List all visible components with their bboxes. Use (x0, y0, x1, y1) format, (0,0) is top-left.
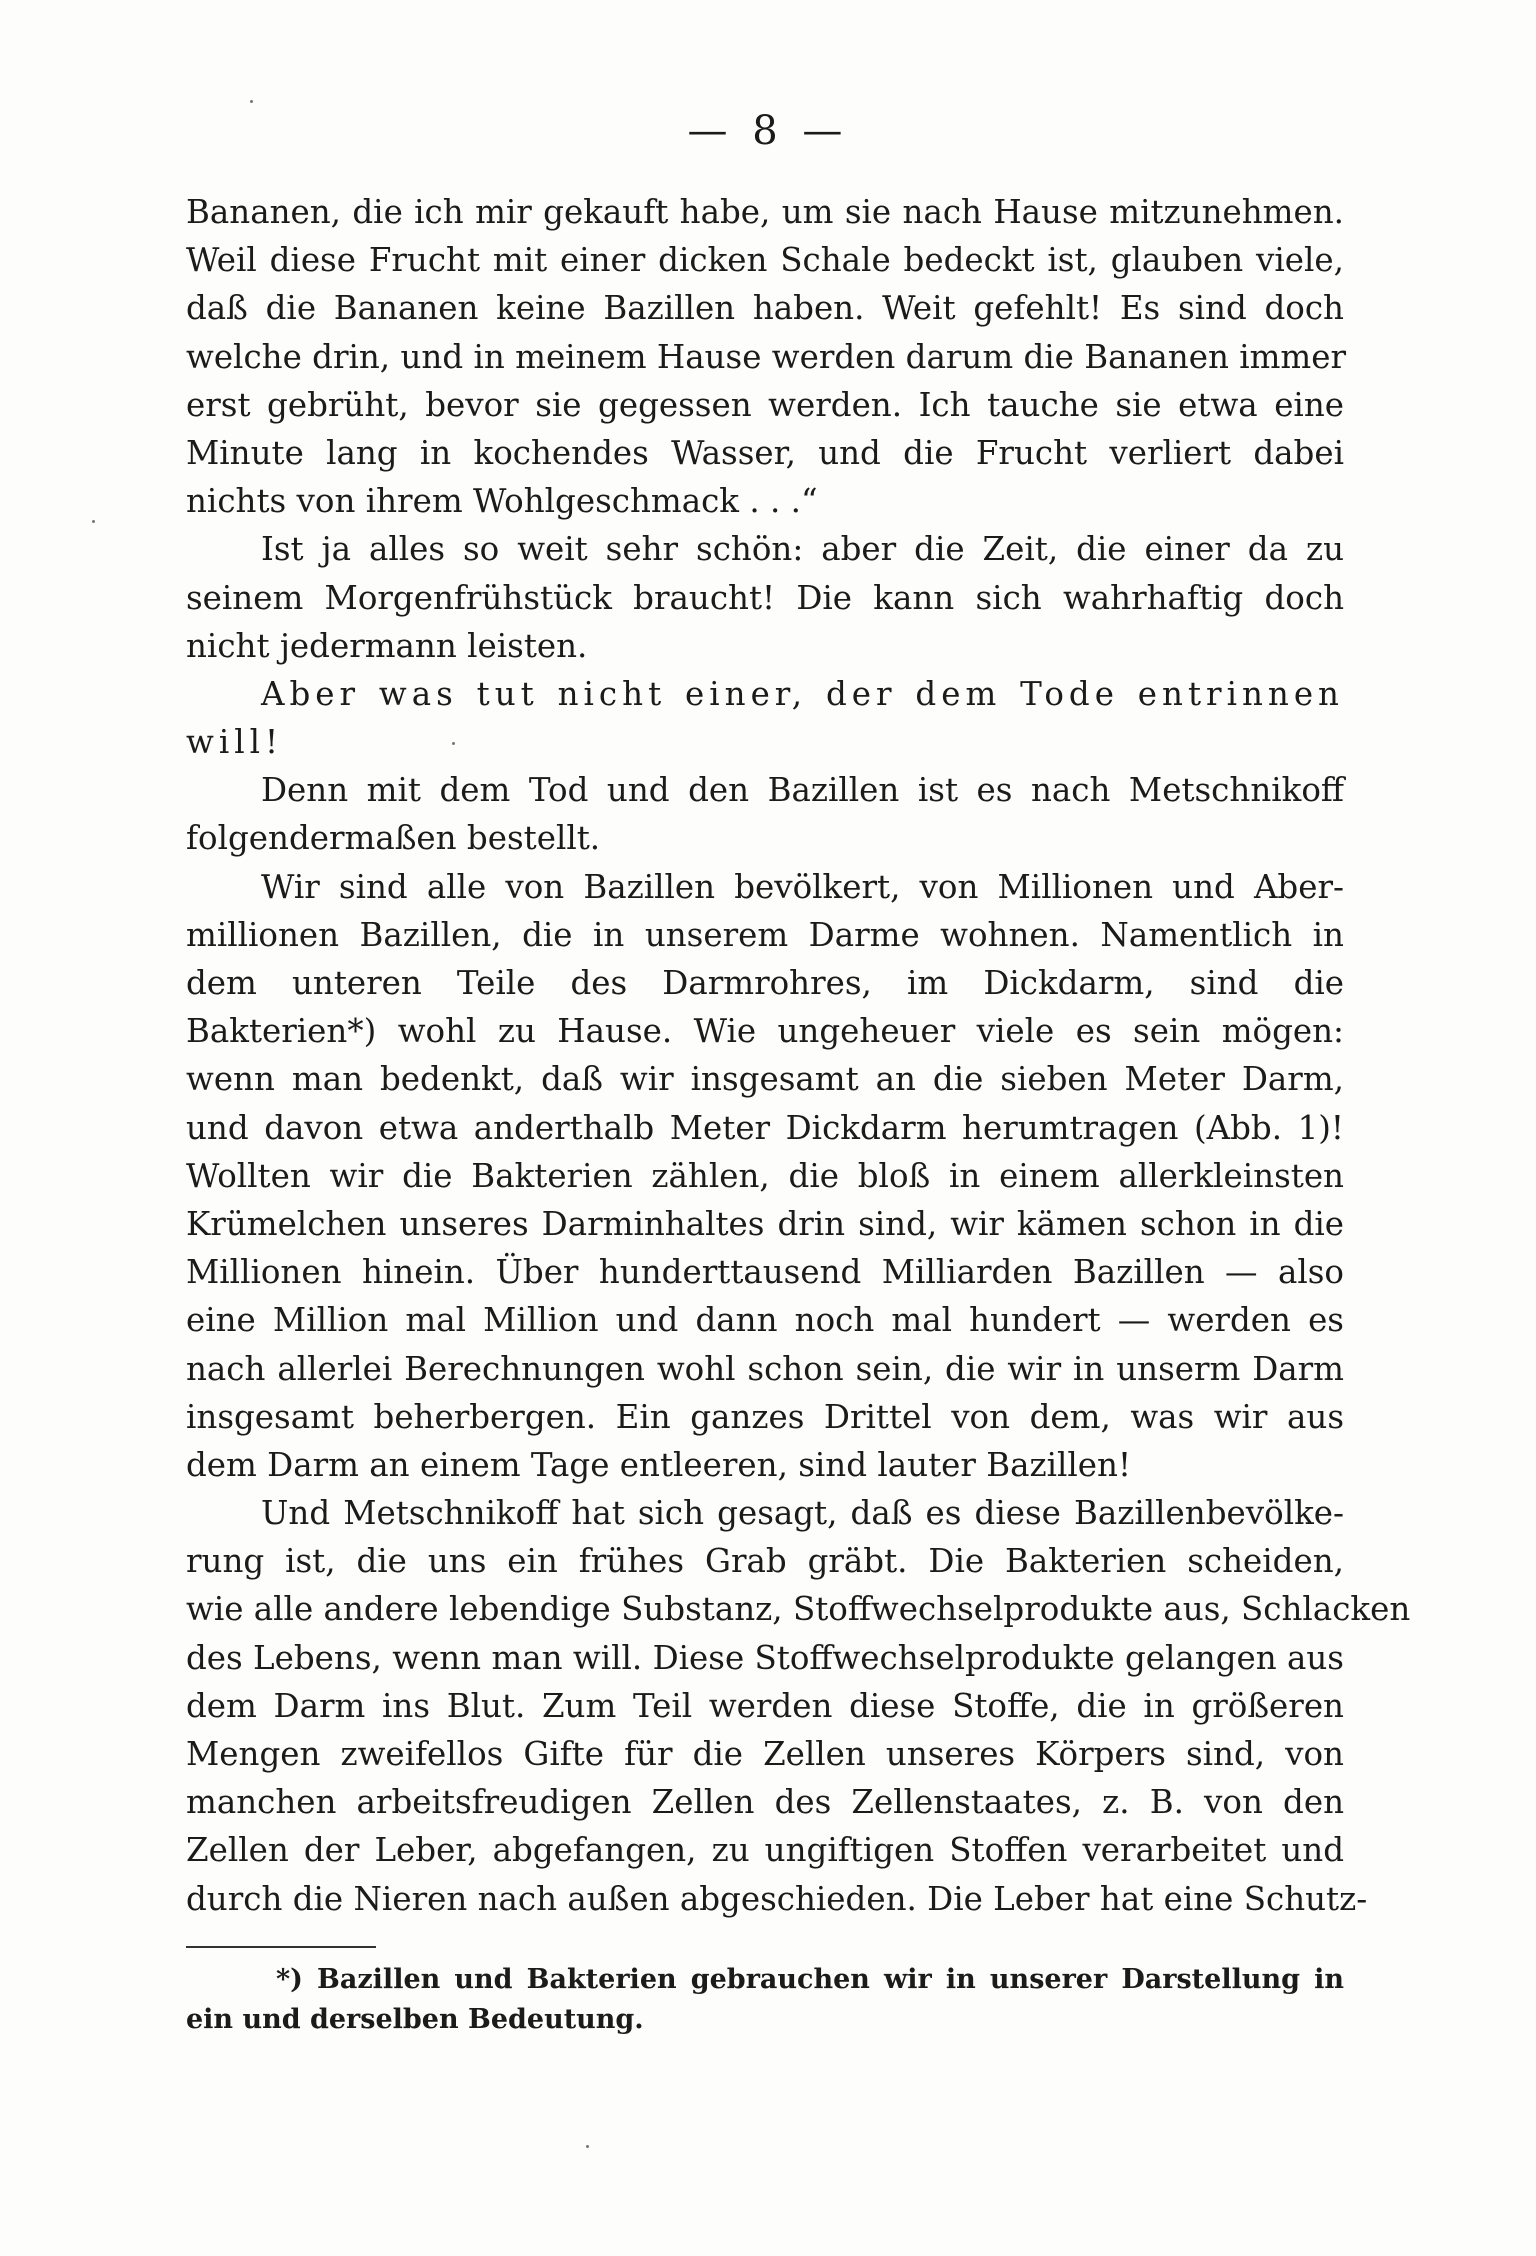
text-line: nichts von ihrem Wohlgeschmack . . .“ (186, 482, 818, 521)
text-line: Wir sind alle von Bazillen bevölkert, von Millionen und Aber- (261, 867, 1344, 906)
footnote-line: *) Bazillen und Bakterien gebrauchen wir in unserer Darstellung in (276, 1964, 1344, 1995)
body-text (186, 188, 1411, 1923)
text-line: wenn man bedenkt, daß wir insgesamt an die sieben Meter Darm, (186, 1060, 1344, 1099)
paper-speck (250, 100, 253, 103)
text-line: Mengen zweifellos Gifte für die Zellen unseres Körpers sind, von (186, 1735, 1344, 1773)
text-line: Aber was tut nicht einer, der dem Tode entrinnen (261, 674, 1344, 713)
text-line: Weil diese Frucht mit einer dicken Schale bedeckt ist, glauben viele, (186, 241, 1344, 280)
text-line: dem Darm an einem Tage entleeren, sind lauter Bazillen! (186, 1445, 1132, 1484)
text-line: daß die Bananen keine Bazillen haben. Weit gefehlt! Es sind doch (186, 289, 1344, 328)
paper-speck (452, 742, 455, 745)
text-line: seinem Morgenfrühstück braucht! Die kann sich wahrhaftig doch (186, 578, 1344, 617)
text-line: Bakterien*) wohl zu Hause. Wie ungeheuer viele es sein mögen: (186, 1012, 1344, 1051)
text-line: und davon etwa anderthalb Meter Dickdarm herumtragen (Abb. 1)! (186, 1108, 1344, 1147)
text-line: folgendermaßen bestellt. (186, 819, 601, 858)
text-line: dem unteren Teile des Darmrohres, im Dickdarm, sind die (186, 964, 1344, 1002)
text-line: Bananen, die ich mir gekauft habe, um sie nach Hause mitzunehmen. (186, 193, 1344, 231)
text-line: rung ist, die uns ein frühes Grab gräbt. Die Bakterien scheiden, (186, 1542, 1344, 1581)
footnote (186, 1960, 1344, 2040)
text-line: Denn mit dem Tod und den Bazillen ist es nach Metschnikoff (261, 771, 1344, 810)
paper-speck (92, 520, 95, 523)
text-line: nach allerlei Berechnungen wohl schon sein, die wir in unserm Darm (186, 1349, 1344, 1388)
footnote-separator (186, 1946, 376, 1948)
page-number: — 8 — (687, 108, 849, 154)
footnote-line: ein und derselben Bedeutung. (186, 2004, 644, 2035)
text-line: erst gebrüht, bevor sie gegessen werden. Ich tauche sie etwa eine (186, 385, 1344, 424)
text-line: durch die Nieren nach außen abgeschieden. Die Leber hat eine Schutz- (186, 1879, 1368, 1918)
text-line: dem Darm ins Blut. Zum Teil werden diese Stoffe, die in größeren (186, 1686, 1344, 1725)
text-line: Millionen hinein. Über hunderttausend Milliarden Bazillen — also (186, 1253, 1344, 1292)
paper-speck (586, 2145, 589, 2148)
text-line: eine Million mal Million und dann noch mal hundert — werden es (186, 1301, 1344, 1340)
text-line: insgesamt beherbergen. Ein ganzes Drittel von dem, was wir aus (186, 1397, 1344, 1436)
text-line: manchen arbeitsfreudigen Zellen des Zellenstaates, z. B. von den (186, 1783, 1344, 1822)
text-line: des Lebens, wenn man will. Diese Stoffwechselprodukte gelangen aus (186, 1638, 1344, 1677)
text-line: nicht jedermann leisten. (186, 626, 588, 665)
text-line: Und Metschnikoff hat sich gesagt, daß es diese Bazillenbevölke- (261, 1494, 1344, 1533)
text-line: welche drin, und in meinem Hause werden darum die Bananen immer (186, 337, 1347, 376)
text-line: Ist ja alles so weit sehr schön: aber die Zeit, die einer da zu (261, 530, 1344, 569)
text-line: Wollten wir die Bakterien zählen, die bloß in einem allerkleinsten (186, 1156, 1344, 1195)
text-line: Krümelchen unseres Darminhaltes drin sind, wir kämen schon in die (186, 1204, 1344, 1243)
text-line: will! (186, 723, 284, 762)
text-line: Minute lang in kochendes Wasser, und die Frucht verliert dabei (186, 433, 1344, 472)
text-line: wie alle andere lebendige Substanz, Stoffwechselprodukte aus, Schlacken (186, 1590, 1411, 1629)
text-line: millionen Bazillen, die in unserem Darme wohnen. Namentlich in (186, 915, 1344, 954)
text-line: Zellen der Leber, abgefangen, zu ungiftigen Stoffen verarbeitet und (186, 1831, 1344, 1870)
